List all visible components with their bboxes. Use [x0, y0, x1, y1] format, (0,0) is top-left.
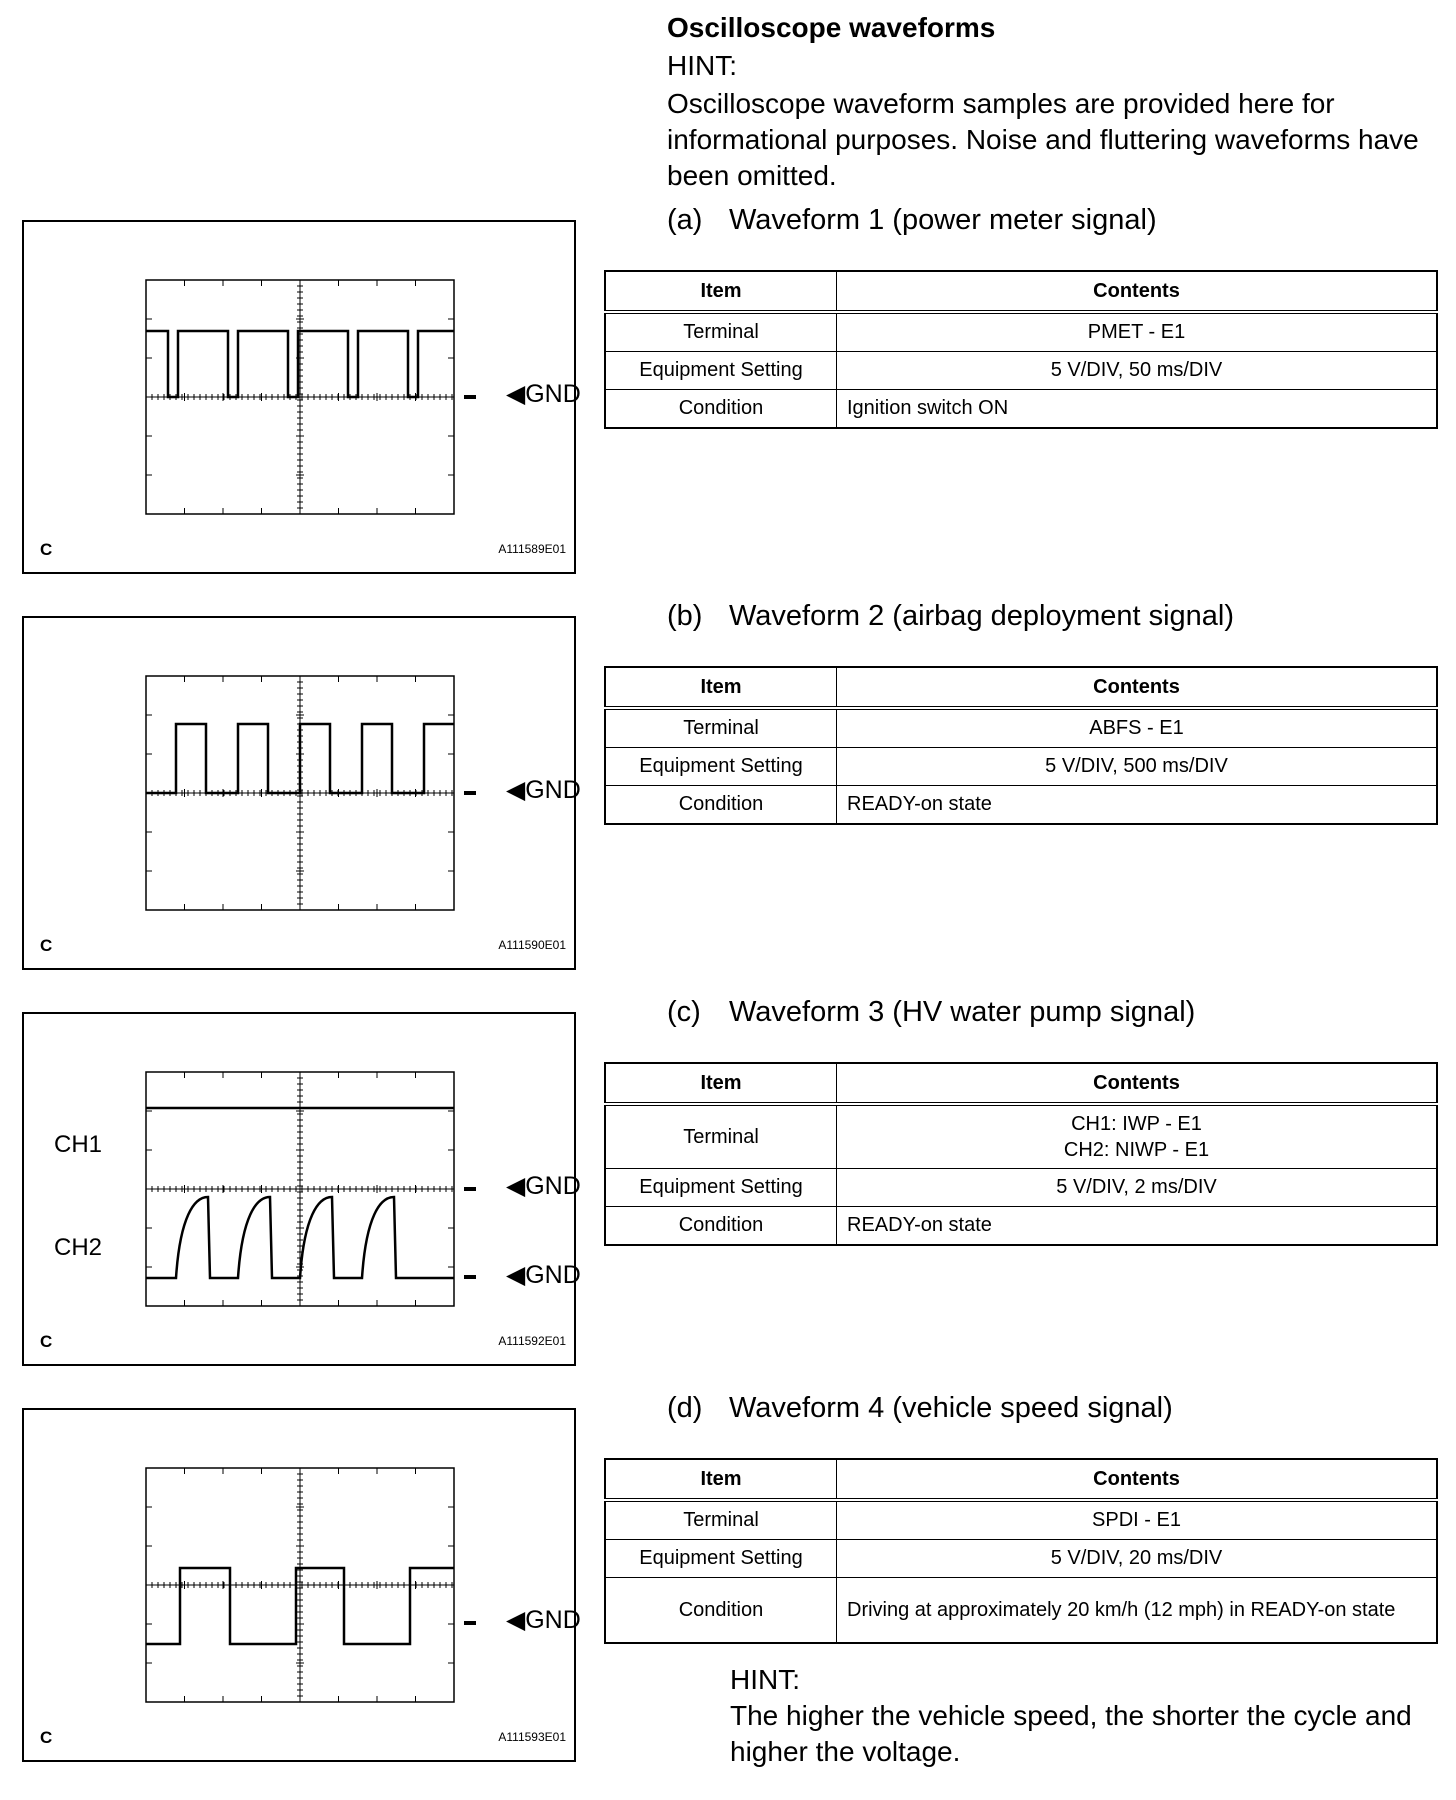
- row-contents: Driving at approximately 20 km/h (12 mph) in READY-on state: [837, 1578, 1438, 1644]
- row-contents: ABFS - E1: [837, 708, 1438, 748]
- hint-label: HINT:: [667, 50, 737, 81]
- row-item: Equipment Setting: [605, 352, 837, 390]
- table-header-row: [605, 667, 1437, 708]
- row-item: Condition: [605, 1207, 837, 1246]
- waveform-1-table: [604, 270, 1438, 429]
- section-title: Waveform 4 (vehicle speed signal): [729, 1392, 1173, 1424]
- waveform-2-figure: [22, 616, 581, 970]
- section-letter: (d): [667, 1392, 703, 1424]
- bottom-hint-text: The higher the vehicle speed, the shorter the cycle and higher the voltage.: [730, 1700, 1412, 1767]
- waveform-3-table: [604, 1062, 1438, 1246]
- figure-code: A111590E01: [498, 938, 566, 952]
- section-title: Waveform 1 (power meter signal): [729, 204, 1157, 236]
- item-header: Item: [605, 667, 837, 708]
- oscilloscope-screen: [24, 618, 578, 972]
- figure-code: A111593E01: [498, 1730, 566, 1744]
- figure-c-label: C: [40, 1332, 53, 1351]
- table-row: [605, 1169, 1437, 1207]
- table-row: [605, 1104, 1437, 1169]
- section-letter: (b): [667, 600, 703, 632]
- figure-code: A111589E01: [498, 542, 566, 556]
- gnd-label: ◀GND: [506, 776, 581, 804]
- figure-c-label: C: [40, 540, 53, 559]
- waveform-trace: [146, 724, 454, 793]
- waveform-3-figure: [22, 1012, 581, 1366]
- row-contents: Ignition switch ON: [837, 390, 1438, 429]
- row-item: Terminal: [605, 312, 837, 352]
- row-item: Condition: [605, 390, 837, 429]
- row-contents: [837, 1104, 1438, 1169]
- page-title: Oscilloscope waveforms: [667, 12, 996, 43]
- table-row: [605, 748, 1437, 786]
- waveform-2-table: [604, 666, 1438, 825]
- table-row: [605, 1500, 1437, 1540]
- contents-line: CH2: NIWP - E1: [1063, 1139, 1210, 1161]
- row-contents: 5 V/DIV, 50 ms/DIV: [837, 352, 1438, 390]
- gnd-label: ◀GND: [506, 1606, 581, 1634]
- gnd-label: ◀GND: [506, 1172, 581, 1200]
- figure-c-label: C: [40, 1728, 53, 1747]
- row-contents: READY-on state: [837, 786, 1438, 825]
- table-row: [605, 1540, 1437, 1578]
- row-item: Terminal: [605, 1500, 837, 1540]
- bottom-hint-label: HINT:: [730, 1664, 800, 1695]
- row-item: Terminal: [605, 1104, 837, 1169]
- contents-header: Contents: [837, 1459, 1438, 1500]
- section-title: Waveform 3 (HV water pump signal): [729, 996, 1196, 1028]
- ch2-label: CH2: [54, 1234, 103, 1261]
- row-contents: READY-on state: [837, 1207, 1438, 1246]
- waveform-2-heading: [667, 600, 1234, 633]
- row-item: Condition: [605, 786, 837, 825]
- waveform-1-heading: [667, 204, 1157, 237]
- row-item: Terminal: [605, 708, 837, 748]
- figure-c-label: C: [40, 936, 53, 955]
- contents-header: Contents: [837, 667, 1438, 708]
- table-row: [605, 1207, 1437, 1246]
- table-header-row: [605, 271, 1437, 312]
- table-row: [605, 708, 1437, 748]
- row-contents: 5 V/DIV, 2 ms/DIV: [837, 1169, 1438, 1207]
- waveform-4-figure: [22, 1408, 581, 1762]
- contents-line: CH1: IWP - E1: [1071, 1113, 1202, 1135]
- waveform-4-heading: [667, 1392, 1173, 1425]
- table-header-row: [605, 1459, 1437, 1500]
- row-contents: PMET - E1: [837, 312, 1438, 352]
- table-row: [605, 352, 1437, 390]
- waveform-4-table: [604, 1458, 1438, 1644]
- item-header: Item: [605, 1063, 837, 1104]
- item-header: Item: [605, 1459, 837, 1500]
- table-row: [605, 1578, 1437, 1644]
- waveform-3-heading: [667, 996, 1195, 1029]
- row-item: Equipment Setting: [605, 748, 837, 786]
- row-item: Condition: [605, 1578, 837, 1644]
- hint-text: Oscilloscope waveform samples are provided here for informational purposes. Noise and fluttering waveforms have been omitted.: [667, 88, 1419, 191]
- oscilloscope-screen: [24, 1410, 578, 1764]
- contents-header: Contents: [837, 271, 1438, 312]
- row-contents: 5 V/DIV, 500 ms/DIV: [837, 748, 1438, 786]
- oscilloscope-screen: [24, 1014, 578, 1368]
- table-header-row: [605, 1063, 1437, 1104]
- gnd-label: ◀GND: [506, 380, 581, 408]
- row-contents: 5 V/DIV, 20 ms/DIV: [837, 1540, 1438, 1578]
- figure-code: A111592E01: [498, 1334, 566, 1348]
- row-item: Equipment Setting: [605, 1169, 837, 1207]
- ch1-label: CH1: [54, 1131, 103, 1158]
- section-letter: (a): [667, 204, 703, 236]
- row-contents: SPDI - E1: [837, 1500, 1438, 1540]
- contents-header: Contents: [837, 1063, 1438, 1104]
- bottom-hint: [730, 1662, 1430, 1770]
- oscilloscope-screen: [24, 222, 578, 576]
- table-row: [605, 786, 1437, 825]
- gnd-label: ◀GND: [506, 1261, 581, 1289]
- table-row: [605, 390, 1437, 429]
- row-item: Equipment Setting: [605, 1540, 837, 1578]
- waveform-1-figure: [22, 220, 581, 574]
- section-title: Waveform 2 (airbag deployment signal): [729, 600, 1235, 632]
- table-row: [605, 312, 1437, 352]
- section-letter: (c): [667, 996, 701, 1028]
- item-header: Item: [605, 271, 837, 312]
